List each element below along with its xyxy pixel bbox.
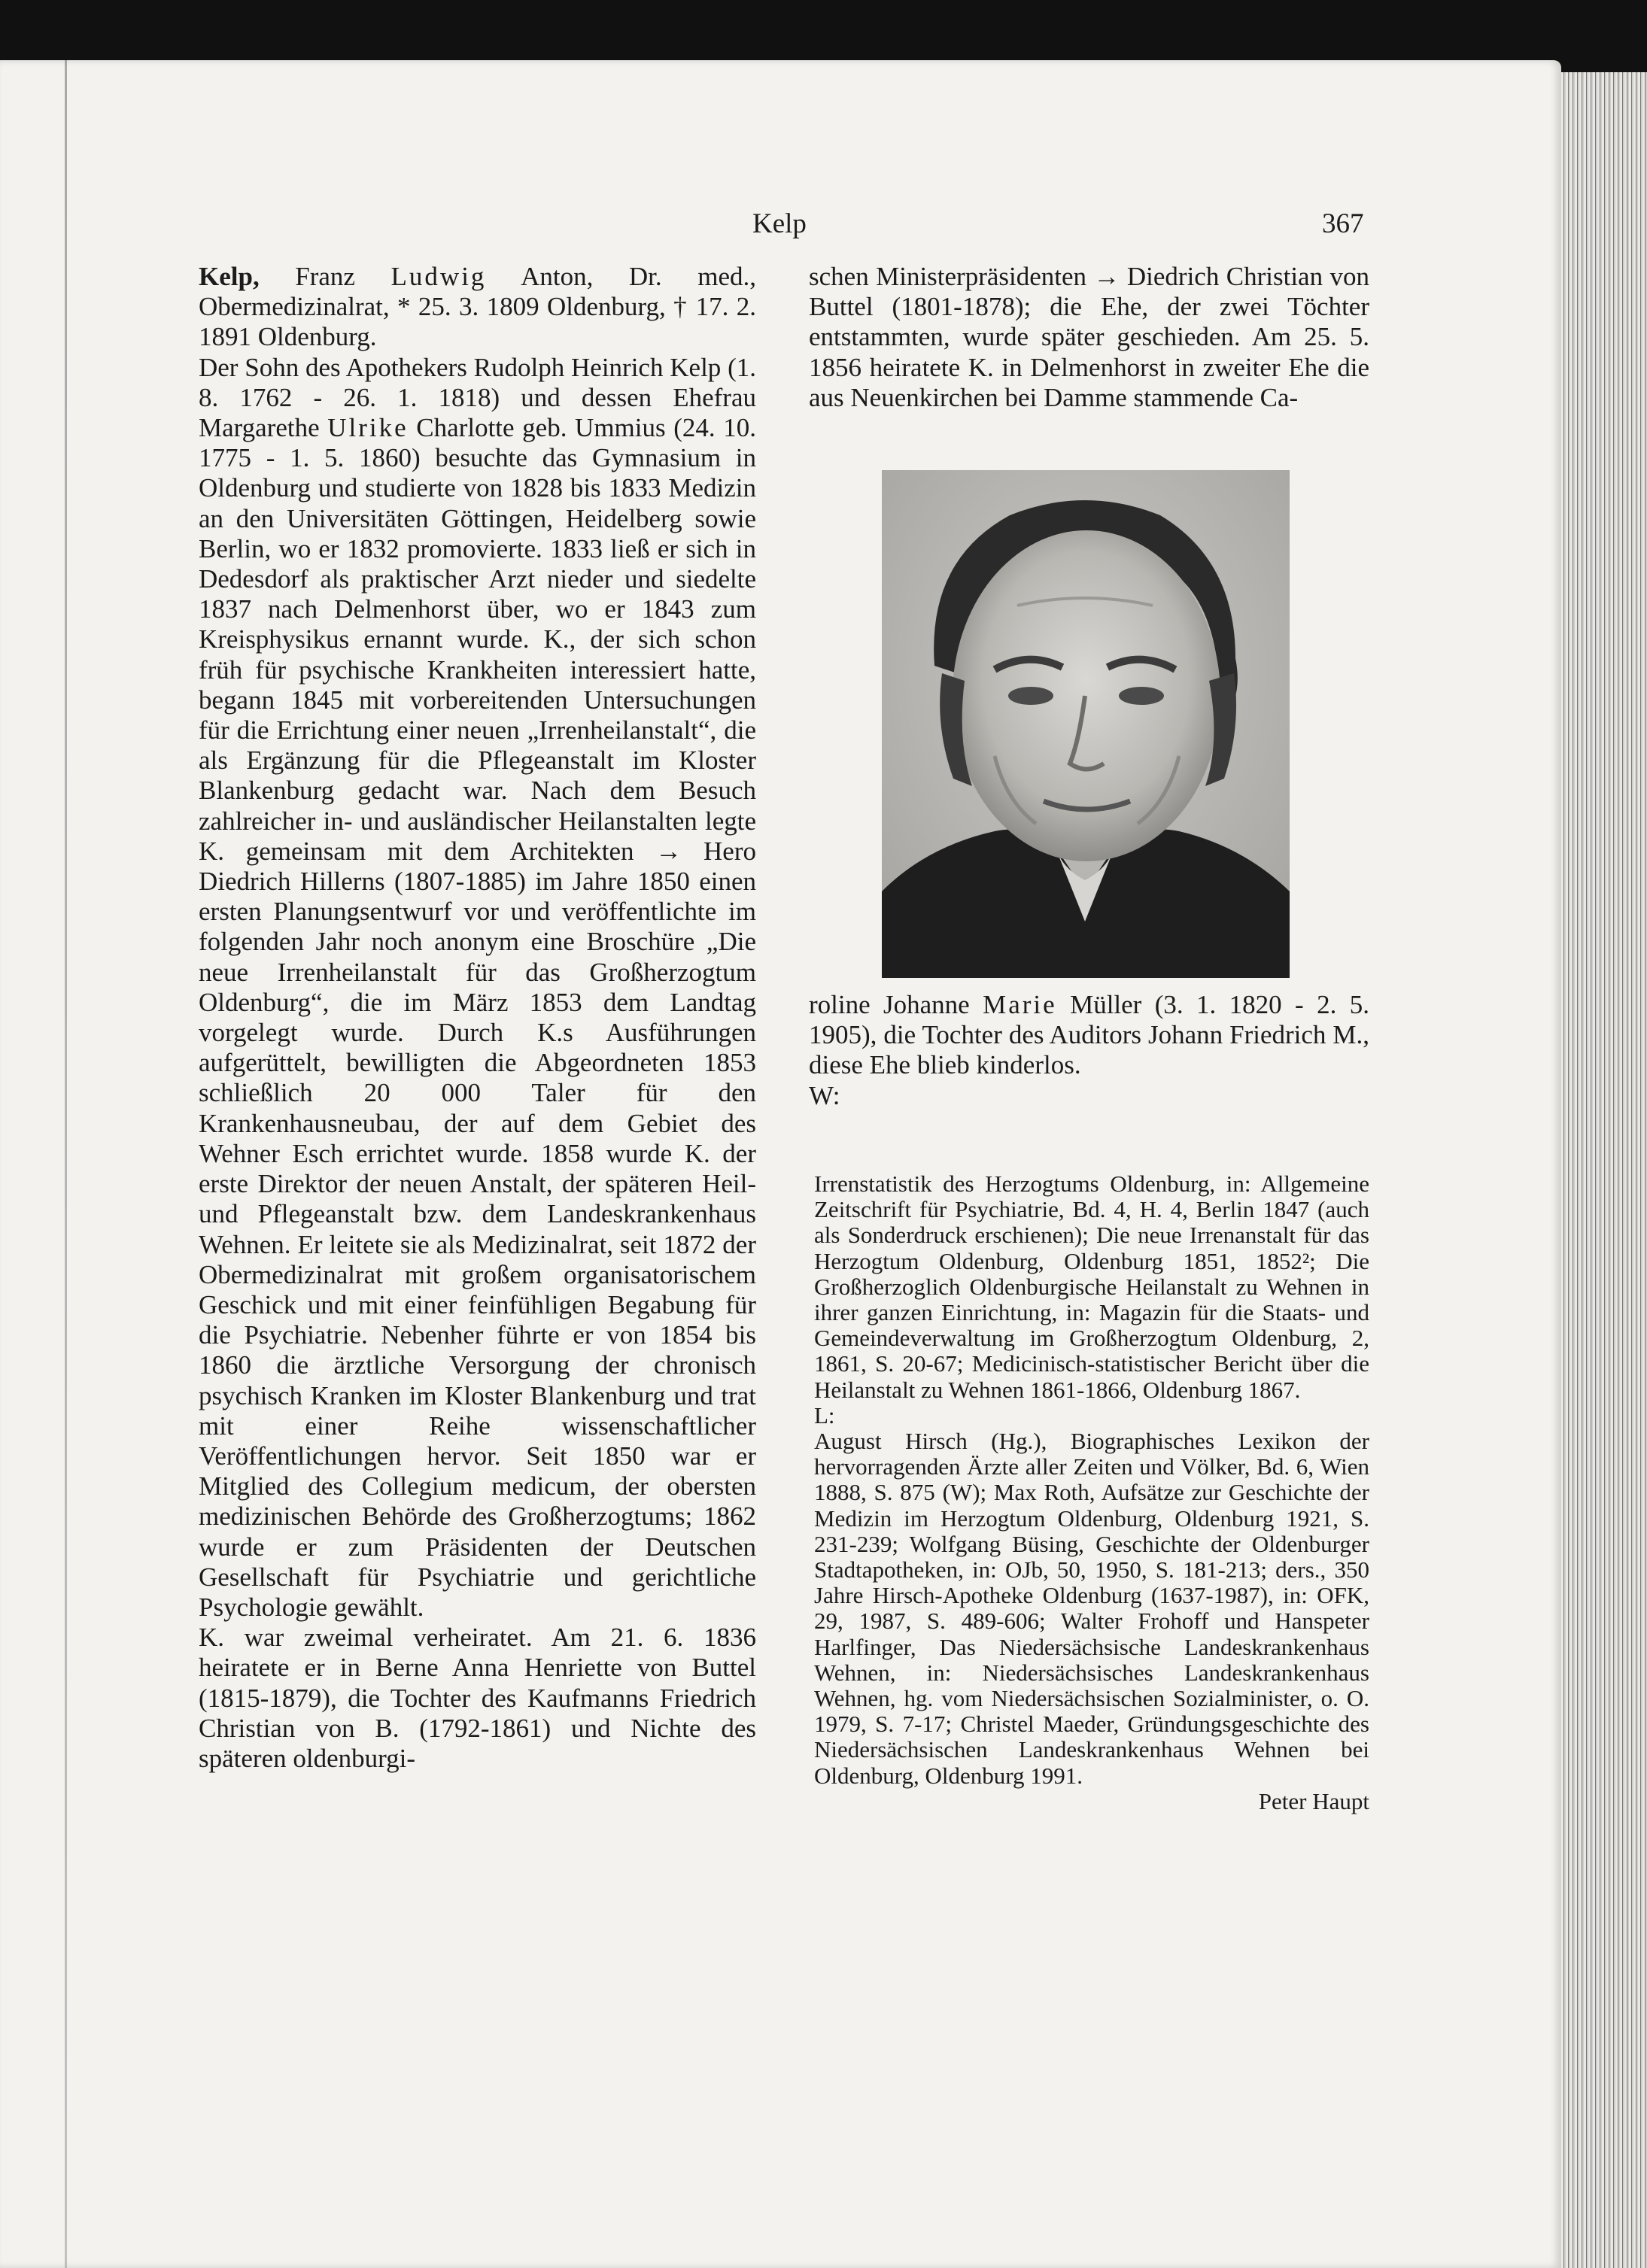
works-label: W: [809,1080,840,1110]
second-marriage-paragraph: roline Johanne Marie Müller (3. 1. 1820 - 2. 5. 1905), die Tochter des Auditors Johann Friedrich M., diese Ehe blieb kinderlos. [809,990,1369,1080]
right-column-references [814,1171,1369,1814]
running-header-title: Kelp [752,208,807,239]
left-column [199,262,756,1774]
literature-list: August Hirsch (Hg.), Biographisches Lexikon der hervorragenden Ärzte aller Zeiten und Völker, Bd. 6, Wien 1888, S. 875 (W); Max Roth, Aufsätze zur Geschichte der Medizin im Herzogtum Oldenburg, Oldenburg 1921, S. 231-239; Wolfgang Büsing, Geschichte der Oldenburger Stadtapotheken, in: OJb, 50, 1950, S. 181-213; ders., 350 Jahre Hirsch-Apotheke Oldenburg (1637-1987), in: OFK, 29, 1987, S. 489-606; Walter Frohoff und Hanspeter Harlfinger, Das Niedersächsische Landeskrankenhaus Wehnen, in: Niedersächsisches Landeskrankenhaus Wehnen, hg. vom Niedersächsischen Sozialminister, o. O. 1979, S. 7-17; Christel Maeder, Gründungsgeschichte des Niedersächsischen Landeskrankenhaus Wehnen bei Oldenburg, Oldenburg 1991. [814,1428,1369,1789]
works-list: Irrenstatistik des Herzogtums Oldenburg, in: Allgemeine Zeitschrift für Psychiatrie, Bd. 4, H. 4, Berlin 1847 (auch als Sonderdruck erschienen); Die neue Irrenanstalt für das Herzogtum Oldenburg, Oldenburg 1851, 1852²; Die Großherzoglich Oldenburgische Heilanstalt zu Wehnen in ihrer ganzen Einrichtung, in: Magazin für die Staats- und Gemeindeverwaltung im Großherzogtum Oldenburg, 2, 1861, S. 20-67; Medicinisch-statistischer Bericht über die Heilanstalt zu Wehnen 1861-1866, Oldenburg 1867. [814,1170,1369,1403]
portrait-photo [882,470,1290,978]
portrait-image [882,470,1290,978]
page-fold-shadow [65,60,67,2268]
call-name: Ludwig [390,262,487,291]
entry-heading-paragraph: Kelp, Franz Ludwig Anton, Dr. med., Obermedizinalrat, * 25. 3. 1809 Oldenburg, † 17. 2. 1891 Oldenburg. [199,262,756,352]
author-signature: Peter Haupt [1258,1787,1369,1814]
page-edges [1561,72,1647,2268]
page-number: 367 [1322,208,1364,239]
call-name: Ulrike [327,413,409,443]
literature-label: L: [814,1401,835,1429]
call-name: Marie [983,990,1057,1019]
marriage-paragraph: K. war zweimal verheiratet. Am 21. 6. 1836 heiratete er in Berne Anna Henriette von Buttel (1815-1879), die Tochter des Kaufmanns Friedrich Christian von B. (1792-1861) und Nichte des späteren oldenburgi- [199,1623,756,1773]
right-column-middle [809,990,1369,1111]
biography-paragraph: Der Sohn des Apothekers Rudolph Heinrich Kelp (1. 8. 1762 - 26. 1. 1818) und dessen Ehefrau Margarethe Ulrike Charlotte geb. Ummius (24. 10. 1775 - 1. 5. 1860) besuchte das Gymnasium in Oldenburg und studierte von 1828 bis 1833 Medizin an den Universitäten Göttingen, Heidelberg sowie Berlin, wo er 1832 promovierte. 1833 ließ er sich in Dedesdorf als praktischer Arzt nieder und siedelte 1837 nach Delmenhorst über, wo er 1843 zum Kreisphysikus ernannt wurde. K., der sich schon früh für psychische Krankheiten interessiert hatte, begann 1845 mit vorbereitenden Untersuchungen für die Errichtung einer neuen „Irrenheilanstalt“, die als Ergänzung für die Pflegeanstalt im Kloster Blankenburg gedacht war. Nach dem Besuch zahlreicher in- und ausländischer Heilanstalten legte K. gemeinsam mit dem Architekten → Hero Diedrich Hillerns (1807-1885) im Jahre 1850 einen ersten Planungsentwurf vor und veröffentlichte im folgenden Jahr noch anonym eine Broschüre „Die neue Irrenheilanstalt für das Großherzogtum Oldenburg“, die im März 1853 dem Landtag vorgelegt wurde. Durch K.s Ausführungen aufgerüttelt, bewilligten die Abgeordneten 1853 schließlich 20 000 Taler für den Krankenhausneubau, der auf dem Gebiet des Wehner Esch errichtet wurde. 1858 wurde K. der erste Direktor der neuen Anstalt, der späteren Heil- und Pflegeanstalt bzw. dem Landeskrankenhaus Wehnen. Er leitete sie als Medizinalrat, seit 1872 der Obermedizinalrat mit großem organisatorischem Geschick und mit einer feinfühligen Begabung für die Psychiatrie. Nebenher führte er von 1854 bis 1860 die ärztliche Versorgung der chronisch psychisch Kranken im Kloster Blankenburg und trat mit einer Reihe wissenschaftlicher Veröffentlichungen hervor. Seit 1850 war er Mitglied des Collegium medicum, der obersten medizinischen Behörde des Großherzogtums; 1862 wurde er zum Präsidenten der Deutschen Gesellschaft für Psychiatrie und gerichtliche Psychologie gewählt. [199,352,756,1622]
right-column-top [809,262,1369,413]
entry-name: Kelp, [199,262,260,291]
marriage-continuation: schen Ministerpräsidenten → Diedrich Christian von Buttel (1801-1878); die Ehe, der zwei Töchter entstammten, wurde später geschieden. Am 25. 5. 1856 heiratete K. in Delmenhorst in zweiter Ehe die aus Neuenkirchen bei Damme stammende Ca- [809,262,1369,412]
